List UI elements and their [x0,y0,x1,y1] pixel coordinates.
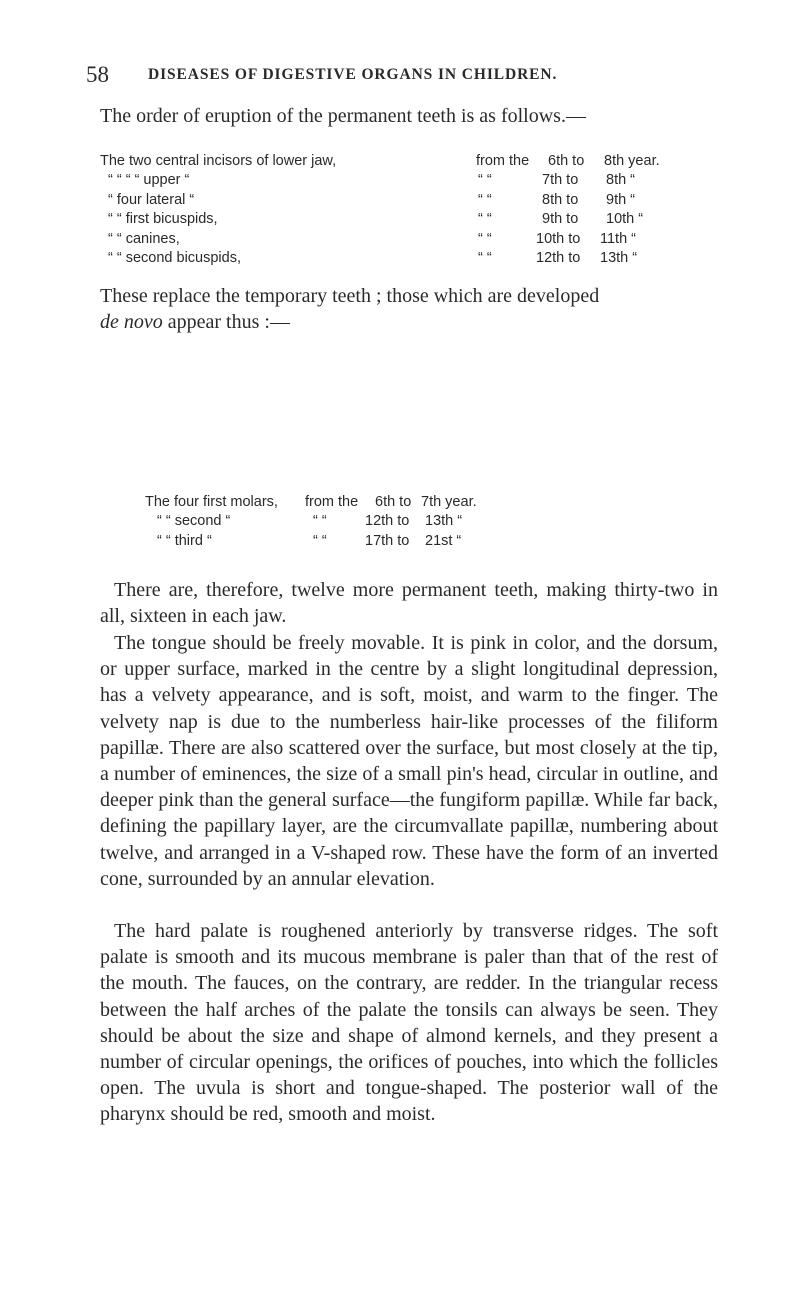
permanent-teeth-table [100,152,730,268]
table-row [100,171,730,190]
table-cell: “ four lateral “ [108,191,195,208]
table-cell: “ “ [478,211,492,228]
table-row [100,210,730,229]
table-cell: “ “ first bicuspids, [108,211,218,228]
running-head: DISEASES OF DIGESTIVE ORGANS IN CHILDREN. [148,66,558,83]
table-cell: “ “ [478,172,492,189]
table-cell: 7th to [542,172,579,189]
table-cell: 21st “ [425,532,462,549]
table-cell: The four first molars, [145,494,278,510]
table-row [145,512,665,531]
paragraph-twelve-teeth: There are, therefore, twelve more permanent teeth, making thirty-two in all, sixteen in each jaw. [100,579,718,628]
de-novo-italic: de novo [100,311,163,334]
table-cell: from the [305,494,359,510]
table-cell: 9th to [542,211,579,228]
table-row [100,249,730,268]
replace-text: These replace the temporary teeth ; those which are developed [100,285,600,307]
table-cell: “ “ canines, [108,230,180,247]
table-row [145,493,665,512]
molars-table [145,493,665,551]
table-cell: 8th “ [606,172,636,189]
table-row [100,230,730,249]
replace-paragraph [100,283,728,335]
table-cell: “ “ [478,249,492,266]
table-cell: “ “ [313,513,327,530]
table-cell: 10th to [536,230,581,247]
table-cell: 12th to [365,513,410,530]
table-cell: “ “ “ “ upper “ [108,172,190,189]
intro-paragraph: The order of eruption of the permanent teeth is as follows.— [100,105,586,127]
paragraph-palate: The hard palate is roughened anteriorly by transverse ridges. The soft palate is smooth and its mucous membrane is paler than that of the rest of the mouth. The fauces, on the contrary, are redder. In the triangular recess between the half arches of the palate the tonsils can always be seen. They should be about the size and shape of almond kernels, and they present a number of circular openings, the orifices of pouches, into which the follicles open. The uvula is short and tongue-shaped. The posterior wall of the pharynx should be red, smooth and moist. [100,920,718,1126]
table-cell: 6th to [548,153,585,169]
table-cell: 13th “ [600,249,638,266]
paragraph-tongue: The tongue should be freely movable. It is pink in color, and the dorsum, or upper surface, marked in the centre by a slight longitudinal depression, has a velvety appearance, and is soft, moist, and warm to the finger. The velvety nap is due to the numberless hair-like processes of the filiform papillæ. There are also scattered over the surface, but most closely at the tip, a number of eminences, the size of a small pin's head, circular in outline, and deeper pink than the general surface—the fungiform papillæ. While far back, defining the papillary layer, are the circumvallate papillæ, numbering about twelve, and arranged in a V-shaped row. These have the form of an inverted cone, surrounded by an annular elevation. [100,632,718,890]
table-cell: 8th to [542,191,579,208]
table-cell: 9th “ [606,191,636,208]
table-cell: 10th “ [606,211,644,228]
table-row [100,191,730,210]
table-cell: 6th to [375,494,412,510]
table-cell: 12th to [536,249,581,266]
table-row [100,152,730,171]
table-cell: 17th to [365,532,410,549]
table-cell: “ “ [478,230,492,247]
replace-rest: appear thus :— [162,311,290,334]
table-cell: The two central incisors of lower jaw, [100,153,337,169]
table-cell: “ “ [313,532,327,549]
table-cell: “ “ third “ [157,532,212,549]
table-cell: “ “ [478,191,492,208]
table-cell: from the [476,153,530,169]
page-header [86,62,726,90]
table-cell: 13th “ [425,513,463,530]
table-cell: 7th year. [421,494,477,510]
table-row [145,532,665,551]
table-cell: 11th “ [600,230,637,247]
page-number: 58 [86,62,109,87]
table-cell: 8th year. [604,153,660,169]
table-cell: “ “ second bicuspids, [108,249,241,266]
table-cell: “ “ second “ [157,513,231,530]
